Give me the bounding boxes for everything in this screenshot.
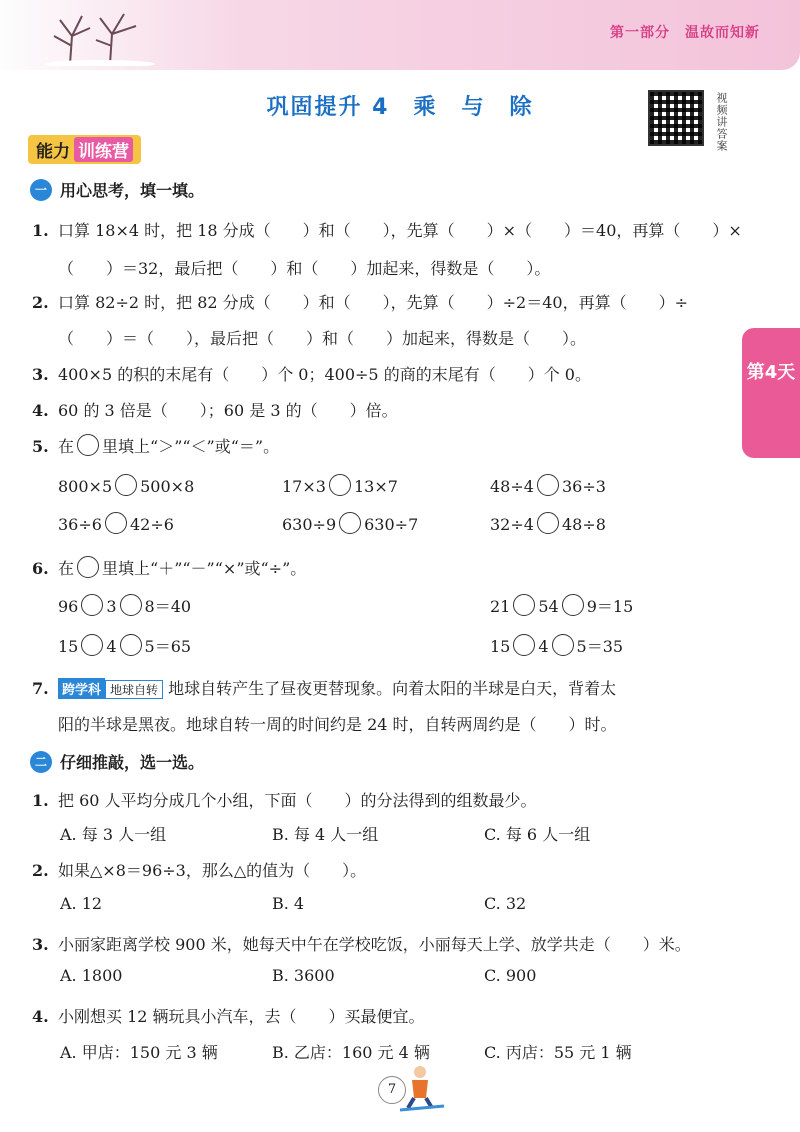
question-3 (32, 362, 591, 385)
topic-tag: 地球自转 (105, 680, 163, 699)
answer-circle[interactable] (329, 474, 351, 496)
question-4 (32, 398, 398, 421)
q5-post: 里填上“＞”“＜”或“＝”。 (102, 437, 280, 456)
mc-question-1: 1. 把 60 人平均分成几个小组，下面（ ）的分法得到的组数最少。 (32, 791, 537, 810)
page-number: 7 (378, 1076, 406, 1104)
mc-option[interactable]: B. 乙店：160 元 4 辆 (272, 1043, 430, 1062)
q5-item: 32÷4 48÷8 (490, 512, 606, 534)
q5-item: 17×3 13×7 (282, 474, 398, 496)
part-label: 第一部分 温故而知新 (610, 25, 760, 41)
q6-pre: 在 (58, 559, 75, 578)
mc-question-2: 2. 如果△×8＝96÷3，那么△的值为（ ）。 (32, 861, 367, 880)
mc-question-3: 3. 小丽家距离学校 900 米，她每天中午在学校吃饭，小丽每天上学、放学共走（ ）米。 (32, 935, 691, 954)
answer-circle[interactable] (537, 474, 559, 496)
mc-question-4: 4. 小刚想买 12 辆玩具小汽车，去（ ）买最便宜。 (32, 1007, 425, 1026)
q3-text: 400×5 的积的末尾有（ ）个 0；400÷5 的商的末尾有（ ）个 0。 (58, 365, 591, 384)
operator-circle-icon (77, 556, 99, 578)
answer-circle[interactable] (115, 474, 137, 496)
day-side-tab: 第4天 (742, 328, 800, 458)
q6-item: 15 4 5＝35 (490, 634, 623, 657)
question-2-line-2: （ ）＝（ ），最后把（ ）和（ ）加起来，得数是（ ）。 (58, 329, 587, 348)
q3-number: 3. (32, 365, 49, 384)
cross-subject-tag: 跨学科 (58, 678, 105, 699)
page-title: 巩固提升 4 乘 与 除 (266, 95, 534, 120)
q7-text-1: 地球自转产生了昼夜更替现象。向着太阳的半球是白天，背着太 (168, 679, 617, 698)
mc-option[interactable]: A. 12 (60, 894, 103, 913)
q1-number: 1. (32, 221, 49, 240)
q5-pre: 在 (58, 437, 75, 456)
q7-number: 7. (32, 679, 49, 698)
mc-option[interactable]: C. 每 6 人一组 (484, 825, 591, 844)
skier-icon (398, 1062, 448, 1112)
section-two-number: 二 (30, 751, 52, 773)
q1-text-1: 口算 18×4 时，把 18 分成（ ）和（ ），先算（ ）×（ ）＝40，再算（ ）× (58, 221, 742, 240)
mc-option[interactable]: A. 1800 (60, 966, 123, 985)
question-7-line-2: 阳的半球是黑夜。地球自转一周的时间约是 24 时，自转两周约是（ ）时。 (58, 715, 617, 734)
mc-option[interactable]: A. 每 3 人一组 (60, 825, 167, 844)
badge-sub: 训练营 (74, 137, 133, 162)
q2-text-1: 口算 82÷2 时，把 82 分成（ ）和（ ），先算（ ）÷2＝40，再算（ ）÷ (58, 293, 689, 312)
q5-item: 800×5 500×8 (58, 474, 194, 496)
answer-circle[interactable] (105, 512, 127, 534)
mc-option[interactable]: A. 甲店：150 元 3 辆 (60, 1043, 218, 1062)
mc-option[interactable]: B. 4 (272, 894, 305, 913)
mc-option[interactable]: B. 每 4 人一组 (272, 825, 379, 844)
answer-circle[interactable] (513, 594, 535, 616)
q6-item: 15 4 5＝65 (58, 634, 191, 657)
winter-tree-icon (40, 6, 160, 66)
section-two-title: 仔细推敲，选一选。 (60, 753, 205, 772)
q6-number: 6. (32, 559, 49, 578)
q4-number: 4. (32, 401, 49, 420)
question-7-line-1 (32, 676, 616, 699)
q6-item: 96 3 8＝40 (58, 594, 191, 617)
q2-number: 2. (32, 293, 49, 312)
section-one-heading (30, 178, 204, 201)
section-two-heading (30, 750, 204, 773)
badge-main: 能力 (36, 142, 70, 162)
q6-post: 里填上“＋”“－”“×”或“÷”。 (102, 559, 307, 578)
mc-option[interactable]: C. 32 (484, 894, 527, 913)
compare-circle-icon (77, 434, 99, 456)
question-1-line-2: （ ）＝32，最后把（ ）和（ ）加起来，得数是（ ）。 (58, 259, 551, 278)
question-2-line-1 (32, 290, 688, 313)
answer-circle[interactable] (562, 594, 584, 616)
mc-option[interactable]: B. 3600 (272, 966, 335, 985)
section-one-title: 用心思考，填一填。 (60, 181, 205, 200)
answer-circle[interactable] (120, 594, 142, 616)
q6-item: 21 54 9＝15 (490, 594, 633, 617)
qr-caption: 视频讲答案 (715, 92, 728, 152)
answer-circle[interactable] (339, 512, 361, 534)
qr-code-icon[interactable] (648, 90, 704, 146)
q4-text: 60 的 3 倍是（ ）；60 是 3 的（ ）倍。 (58, 401, 398, 420)
answer-circle[interactable] (552, 634, 574, 656)
answer-circle[interactable] (81, 634, 103, 656)
answer-circle[interactable] (513, 634, 535, 656)
q5-number: 5. (32, 437, 49, 456)
answer-circle[interactable] (120, 634, 142, 656)
answer-circle[interactable] (81, 594, 103, 616)
q5-item: 48÷4 36÷3 (490, 474, 606, 496)
training-badge (28, 135, 141, 164)
section-one-number: 一 (30, 179, 52, 201)
question-5 (32, 434, 279, 457)
q5-item: 630÷9 630÷7 (282, 512, 418, 534)
answer-circle[interactable] (537, 512, 559, 534)
mc-option[interactable]: C. 丙店：55 元 1 辆 (484, 1043, 632, 1062)
question-6 (32, 556, 306, 579)
question-1-line-1 (32, 218, 742, 241)
mc-option[interactable]: C. 900 (484, 966, 537, 985)
q5-item: 36÷6 42÷6 (58, 512, 174, 534)
